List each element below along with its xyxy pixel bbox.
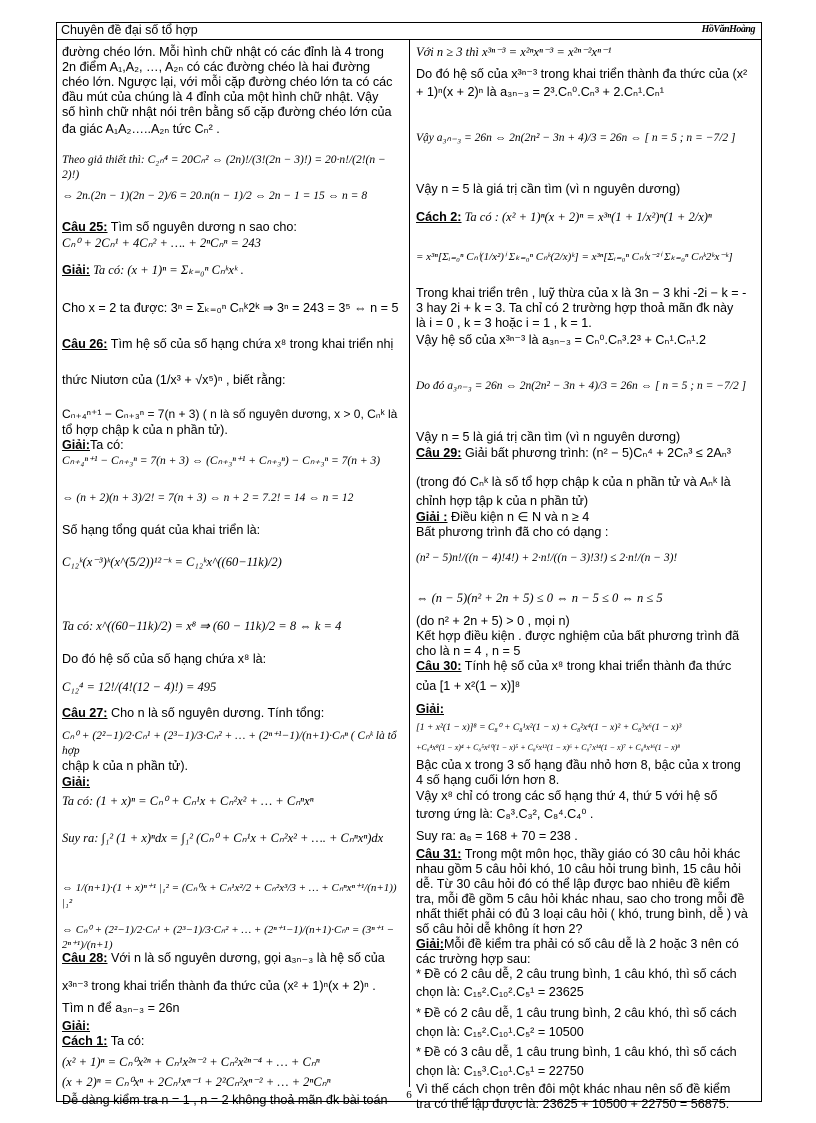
question-text: Cho n là số nguyên dương. Tính tổng: (107, 706, 325, 720)
text-line: (trong đó Cₙᵏ là số tổ hợp chập k của n phần tử và Aₙᵏ là (416, 475, 731, 489)
text-line: các trường hợp sau: (416, 952, 531, 966)
question-text: Tính hệ số của x⁸ trong khai triển thành đa thức (461, 659, 732, 673)
question-label: Câu 31: (416, 847, 462, 861)
equation: Ta có: x^((60−11k)/2) = x⁸ ⇒ (60 − 11k)/2 = 8 ⇔ k = 4 (62, 619, 342, 633)
text-line: Vậy n = 5 là giá trị cần tìm (vì n nguyên dương) (416, 430, 681, 444)
column-divider (409, 40, 410, 1087)
text-line: 2n điểm A₁,A₂, …, A₂ₙ có các đường chéo là hai đường (62, 60, 370, 74)
text-line: chỉnh hợp tập k của n phần tử) (416, 494, 589, 508)
question-label: Câu 30: (416, 659, 462, 673)
text-line: Cₙ₊₄ⁿ⁺¹ − Cₙ₊₃ⁿ = 7(n + 3) ( n là số nguyên dương, x > 0, Cₙᵏ là (62, 407, 398, 421)
solution-label: Giải: (62, 1019, 90, 1033)
text-line: của [1 + x²(1 − x)]⁸ (416, 679, 521, 693)
equation: C₁₂⁴ = 12!/(4!(12 − 4)!) = 495 (62, 680, 217, 694)
text-line: nhất thiết phải có đủ 3 loại câu hỏi ( khó, trung bình, dễ ) và (416, 907, 748, 921)
text: Điều kiện n ∈ N và n ≥ 4 (447, 510, 590, 524)
text-line: dễ. Từ 30 câu hỏi đó có thể lập được bao nhiêu đề kiểm (416, 877, 731, 891)
text-line: Kết hợp điều kiện . được nghiệm của bất phương trình đã (416, 629, 740, 643)
text-line: đầu mút của chúng là 4 đỉnh của một hình chữ nhật. Vậy (62, 90, 379, 104)
question-text: Tìm hệ số của số hạng chứa x⁸ trong khai triển nhị (107, 337, 394, 351)
equation: Cho x = 2 ta được: 3ⁿ = Σₖ₌₀ⁿ Cₙᵏ2ᵏ ⇒ 3ⁿ = 243 = 3⁵ ⇔ n = 5 (62, 301, 399, 315)
text-line: chọn là: C₁₅².C₁₀¹.C₅² = 10500 (416, 1025, 584, 1039)
equation: ⇔ (n − 5)(n² + 2n + 5) ≤ 0 ⇔ n − 5 ≤ 0 ⇔ n ≤ 5 (416, 591, 663, 605)
equation: +C₈⁴x⁸(1 − x)⁴ + C₈⁵x¹⁰(1 − x)⁵ + C₈⁶x¹²(1 − x)⁶ + C₈⁷x¹⁴(1 − x)⁷ + C₈⁸x¹⁶(1 − x)⁸ (416, 743, 681, 752)
text-line: Vậy n = 5 là giá trị cần tìm (vì n nguyên dương) (416, 182, 681, 196)
document-page (56, 22, 762, 1111)
question-text: Trong một môn học, thầy giáo có 30 câu hỏi khác (461, 847, 741, 861)
equation: Ta có: (1 + x)ⁿ = Cₙ⁰ + Cₙ¹x + Cₙ²x² + … + Cₙⁿxⁿ (62, 794, 314, 808)
text-line: Trong khai triển trên , luỹ thừa của x là 3n − 3 khi -2i − k = - (416, 286, 747, 300)
page-header (57, 23, 761, 40)
text-line: chọn là: C₁₅².C₁₀².C₅¹ = 23625 (416, 985, 584, 999)
method-2 (416, 210, 756, 225)
header-title: Chuyên đề đại số tổ hợp (61, 23, 198, 37)
question-text: Giải bất phương trình: (n² − 5)Cₙ⁴ + 2Cₙ³ ≤ 2Aₙ³ (461, 446, 731, 460)
text-line: Bậc của x trong 3 số hạng đầu nhỏ hơn 8, bậc của x trong (416, 758, 741, 772)
question-29 (416, 446, 756, 461)
text-line: tương ứng là: C₈³.C₃², C₈⁴.C₄⁰ . (416, 807, 594, 821)
text-line: Tìm n để a₃ₙ₋₃ = 26n (62, 1001, 180, 1015)
text-line: số hình chữ nhật nói trên bằng số cặp đường chéo lớn của (62, 105, 392, 119)
method-label: Cách 2: (416, 210, 462, 224)
text: Mỗi đề kiểm tra phải có số câu dễ là 2 hoặc 3 nên có (444, 937, 739, 951)
text-line: (do n² + 2n + 5) > 0 , mọi n) (416, 614, 570, 628)
text-line: Bất phương trình đã cho có dạng : (416, 525, 609, 539)
equation: Theo giả thiết thì: C₂ₙ⁴ = 20Cₙ² ⇔ (2n)!/(3!(2n − 3)!) = 20·n!/(2!(n − 2)!) (62, 154, 386, 181)
text-line: tổ hợp chập k của n phần tử). (62, 423, 228, 437)
question-label: Câu 27: (62, 706, 108, 720)
question-label: Câu 29: (416, 446, 462, 460)
equation: Ta có: (x + 1)ⁿ = Σₖ₌₀ⁿ Cₙᵏxᵏ . (90, 263, 244, 277)
question-31 (416, 847, 756, 862)
text-line: nhau gồm 5 câu hỏi khó, 10 câu hỏi trung bình, 15 câu hỏi (416, 862, 741, 876)
equation: ⇔ 2n.(2n − 1)(2n − 2)/6 = 20.n(n − 1)/2 ⇔ 2n − 1 = 15 ⇔ n = 8 (62, 190, 368, 202)
question-text: Với n là số nguyên dương, gọi a₃ₙ₋₃ là hệ số của (107, 951, 385, 965)
equation: Do đó a₃ₙ₋₃ = 26n ⇔ 2n(2n² − 3n + 4)/3 = 26n ⇔ [ n = 5 ; n = −7/2 ] (416, 380, 747, 392)
text-line: + 1)ⁿ(x + 2)ⁿ là a₃ₙ₋₃ = 2³.Cₙ⁰.Cₙ³ + 2.Cₙ¹.Cₙ¹ (416, 85, 664, 99)
text-line: 4 số hạng cuối lớn hơn 8. (416, 773, 560, 787)
solution-label: Giải : (416, 510, 448, 524)
text-line: số câu hỏi dễ không ít hơn 2? (416, 922, 583, 936)
equation: Với n ≥ 3 thì x³ⁿ⁻³ = x²ⁿxⁿ⁻³ = x²ⁿ⁻²xⁿ⁻¹ (416, 45, 612, 59)
page-number: 6 (406, 1089, 412, 1101)
text-line: là i = 0 , k = 3 hoặc i = 1 , k = 1. (416, 316, 592, 330)
equation: [1 + x²(1 − x)]⁸ = C₈⁰ + C₈¹x²(1 − x) + C₈²x⁴(1 − x)² + C₈³x⁶(1 − x)³ (416, 722, 682, 733)
text-line: Số hạng tổng quát của khai triển là: (62, 523, 261, 537)
equation: (x² + 1)ⁿ = Cₙ⁰x²ⁿ + Cₙ¹x²ⁿ⁻² + Cₙ²x²ⁿ⁻⁴ + … + Cₙⁿ (62, 1055, 320, 1069)
question-27 (62, 706, 402, 721)
text-line: x³ⁿ⁻³ trong khai triển thành đa thức của (x² + 1)ⁿ(x + 2)ⁿ . (62, 979, 376, 993)
question-label: Câu 26: (62, 337, 108, 351)
text-line: Do đó hệ số của số hạng chứa x⁸ là: (62, 652, 267, 666)
text-line: chập k của n phần tử). (62, 759, 189, 773)
solution-29 (416, 510, 756, 525)
header-author: HồVănHoàng (701, 24, 755, 35)
equation: (x + 2)ⁿ = Cₙ⁰xⁿ + 2Cₙ¹xⁿ⁻¹ + 2²Cₙ²xⁿ⁻² + … + 2ⁿCₙⁿ (62, 1075, 331, 1089)
text-line: Vì thế cách chọn trên đôi một khác nhau nên số đề kiểm (416, 1082, 731, 1096)
text-line: Vậy x⁸ chỉ có trong các số hạng thứ 4, thứ 5 với hệ số (416, 789, 718, 803)
method-1 (62, 1034, 402, 1049)
solution-26 (62, 438, 402, 453)
text-line: tra có thể lập được là: 23625 + 10500 + 22750 = 56875. (416, 1097, 730, 1111)
equation: ⇔ Cₙ⁰ + (2²−1)/2·Cₙ¹ + (2³−1)/3·Cₙ² + … + (2ⁿ⁺¹−1)/(n+1)·Cₙⁿ = (3ⁿ⁺¹ − 2ⁿ⁺¹)/(n+1) (62, 924, 394, 951)
equation: C₁₂ᵏ(x⁻³)ᵏ(x^(5/2))¹²⁻ᵏ = C₁₂ᵏx^((60−11k)/2) (62, 555, 282, 569)
equation: ⇔ (n + 2)(n + 3)/2! = 7(n + 3) ⇔ n + 2 = 7.2! = 14 ⇔ n = 12 (62, 492, 354, 504)
equation: Suy ra: ∫₁² (1 + x)ⁿdx = ∫₁² (Cₙ⁰ + Cₙ¹x + Cₙ²x² + …. + Cₙⁿxⁿ)dx (62, 831, 384, 845)
text-line: Dễ dàng kiểm tra n = 1 , n = 2 không thoả mãn đk bài toán (62, 1093, 388, 1107)
equation: Cₙ⁰ + (2²−1)/2·Cₙ¹ + (2³−1)/3·Cₙ² + … + (2ⁿ⁺¹−1)/(n+1)·Cₙⁿ ( Cₙᵏ là tổ hợp (62, 730, 397, 757)
text-line: cho là n = 4 , n = 5 (416, 644, 521, 658)
equation: = x³ⁿ[Σᵢ₌₀ⁿ Cₙⁱ(1/x²)ⁱ Σₖ₌₀ⁿ Cₙᵏ(2/x)ᵏ] = x³ⁿ[Σᵢ₌₀ⁿ Cₙⁱx⁻²ⁱ Σₖ₌₀ⁿ Cₙᵏ2ᵏx⁻ᵏ] (416, 251, 733, 263)
text-line: Suy ra: a₈ = 168 + 70 = 238 . (416, 829, 578, 843)
equation: Cₙ₊₄ⁿ⁺¹ − Cₙ₊₃ⁿ = 7(n + 3) ⇔ (Cₙ₊₃ⁿ⁺¹ + Cₙ₊₃ⁿ) − Cₙ₊₃ⁿ = 7(n + 3) (62, 455, 381, 467)
equation: (n² − 5)n!/((n − 4)!4!) + 2·n!/((n − 3)!3!) ≤ 2·n!/(n − 3)! (416, 552, 678, 564)
text-line: thức Niutơn của (1/x³ + √x⁵)ⁿ , biết rằng: (62, 373, 286, 387)
text: Ta có: (90, 438, 124, 452)
solution-31 (416, 937, 756, 952)
text-line: * Đề có 2 câu dễ, 2 câu trung bình, 1 câu khó, thì số cách (416, 967, 737, 981)
equation: ⇔ 1/(n+1)·(1 + x)ⁿ⁺¹ |₁² = (Cₙ⁰x + Cₙ¹x²/2 + Cₙ²x³/3 + … + Cₙⁿxⁿ⁺¹/(n+1)) |₁² (62, 882, 397, 909)
method-label: Cách 1: (62, 1034, 108, 1048)
question-text: Tìm số nguyên dương n sao cho: (107, 220, 297, 234)
solution-label: Giải: (416, 702, 444, 716)
solution-25 (62, 263, 402, 278)
text-line: chéo lớn. Ngược lại, với mỗi cặp đường chéo lớn ta có các (62, 75, 393, 89)
text: Ta có: (107, 1034, 145, 1048)
text-line: Do đó hệ số của x³ⁿ⁻³ trong khai triển thành đa thức của (x² (416, 67, 748, 81)
solution-label: Giải: (62, 263, 90, 277)
text-line: * Đề có 3 câu dễ, 1 câu trung bình, 1 câu khó, thì số cách (416, 1045, 737, 1059)
solution-label: Giải: (62, 438, 90, 452)
equation: Ta có : (x² + 1)ⁿ(x + 2)ⁿ = x³ⁿ(1 + 1/x²)ⁿ(1 + 2/x)ⁿ (461, 210, 712, 224)
text-line: * Đề có 2 câu dễ, 1 câu trung bình, 2 câu khó, thì số cách (416, 1006, 737, 1020)
text-line: 3 hay 2i + k = 3. Ta chỉ có 2 trường hợp thoả mãn đk này (416, 301, 734, 315)
question-28 (62, 951, 402, 966)
solution-label: Giải: (416, 937, 444, 951)
text-line: đường chéo lớn. Mỗi hình chữ nhật có các đỉnh là 4 trong (62, 45, 384, 59)
equation: Cₙ⁰ + 2Cₙ¹ + 4Cₙ² + …. + 2ⁿCₙⁿ = 243 (62, 236, 261, 250)
text-line: đa giác A₁A₂…..A₂ₙ tức Cₙ² . (62, 122, 220, 136)
question-label: Câu 25: (62, 220, 108, 234)
question-30 (416, 659, 756, 674)
text-line: Vậy hệ số của x³ⁿ⁻³ là a₃ₙ₋₃ = Cₙ⁰.Cₙ³.2³ + Cₙ¹.Cₙ¹.2 (416, 333, 706, 347)
equation: Vậy a₃ₙ₋₃ = 26n ⇔ 2n(2n² − 3n + 4)/3 = 26n ⇔ [ n = 5 ; n = −7/2 ] (416, 132, 736, 144)
question-25 (62, 220, 402, 235)
question-label: Câu 28: (62, 951, 108, 965)
text-line: chọn là: C₁₅³.C₁₀¹.C₅¹ = 22750 (416, 1064, 584, 1078)
solution-label: Giải: (62, 775, 90, 789)
question-26 (62, 337, 402, 352)
text-line: tra, mỗi đề gồm 5 câu hỏi khác nhau, sao cho trong mỗi đề (416, 892, 745, 906)
